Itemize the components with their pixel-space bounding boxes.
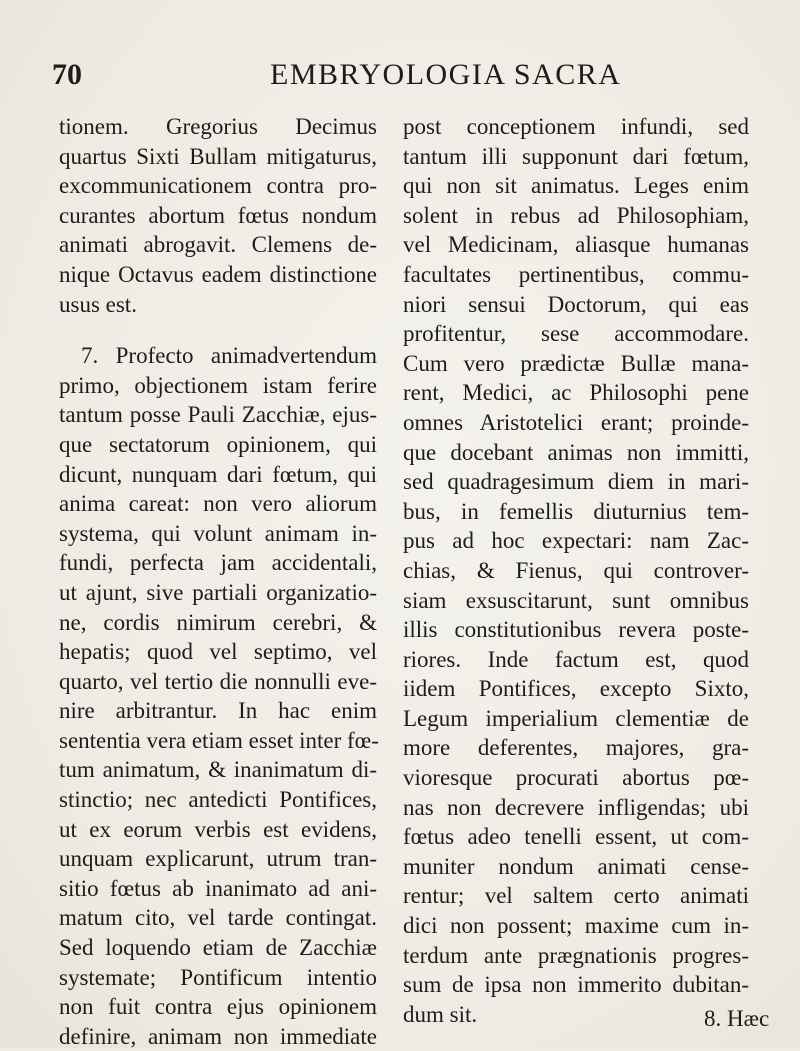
- text-line: rent, Medici, ac Philosophi pene: [403, 380, 749, 406]
- text-line: omnes Aristotelici erant; proinde-: [403, 409, 749, 435]
- text-line: systemate; Pontificum intentio: [59, 964, 377, 990]
- text-line: vel Medicinam, aliasque humanas: [403, 232, 749, 258]
- text-line: anima careat: non vero aliorum: [59, 491, 377, 517]
- text-line: nire arbitrantur. In hac enim: [59, 698, 377, 724]
- text-line: quarto, vel tertio die nonnulli eve-: [59, 668, 377, 694]
- text-line: Cum vero prædictæ Bullæ mana-: [403, 350, 749, 376]
- text-line: tionem. Gregorius Decimus: [59, 114, 377, 139]
- text-line: bus, in femellis diuturnius tem-: [403, 498, 749, 524]
- text-line: fundi, perfecta jam accidentali,: [59, 550, 377, 576]
- text-line: dum sit.: [403, 1001, 478, 1027]
- text-line: nique Octavus eadem distinctione: [59, 261, 377, 287]
- text-line: ut ajunt, sive partiali organizatio-: [59, 579, 377, 605]
- text-line: vioresque procurati abortus pœ-: [403, 765, 749, 791]
- text-line: tantum posse Pauli Zacchiæ, ejus-: [59, 402, 377, 428]
- text-line: hepatis; quod vel septimo, vel: [59, 639, 377, 665]
- text-line: sed quadragesimum diem in mari-: [403, 469, 749, 495]
- text-line: terdum ante prægnationis progres-: [403, 942, 749, 968]
- text-line: stinctio; nec antedicti Pontifices,: [59, 787, 377, 813]
- text-line: siam exsuscitarunt, sunt omnibus: [403, 587, 749, 613]
- text-line: primo, objectionem istam ferire: [59, 372, 377, 398]
- page-number: 70: [52, 58, 82, 91]
- paragraph-7: [59, 341, 377, 1051]
- text-line: non fuit contra ejus opinionem: [59, 994, 377, 1020]
- text-line: more deferentes, majores, gra-: [403, 735, 749, 761]
- catchword: 8. Hæc: [704, 1006, 770, 1031]
- text-line: definire, animam non immediate: [59, 1023, 377, 1049]
- text-line: illis constitutionibus revera poste-: [403, 617, 749, 643]
- text-line: sum de ipsa non immerito dubitan-: [403, 972, 749, 998]
- text-line: sententia vera etiam esset inter fœ-: [59, 727, 379, 753]
- text-line: curantes abortum fœtus nondum: [59, 202, 377, 228]
- text-line: rentur; vel saltem certo animati: [403, 883, 749, 909]
- text-line: post conceptionem infundi, sed: [403, 114, 749, 139]
- text-line: ne, cordis nimirum cerebri, &: [59, 609, 377, 635]
- text-line: tantum illi supponunt dari fœtum,: [403, 143, 749, 169]
- text-line: profitentur, sese accommodare.: [403, 321, 749, 347]
- text-line: fœtus adeo tenelli essent, ut com-: [403, 824, 749, 850]
- text-line: riores. Inde factum est, quod: [403, 646, 749, 672]
- text-line: Sed loquendo etiam de Zacchiæ: [59, 935, 377, 961]
- text-line: usus est.: [59, 291, 137, 317]
- text-line: animati abrogavit. Clemens de-: [59, 232, 377, 258]
- paragraph-gap: [59, 319, 377, 341]
- text-line: solent in rebus ad Philosophiam,: [403, 202, 749, 228]
- text-line: facultates pertinentibus, commu-: [403, 261, 749, 287]
- text-line: chias, & Fienus, qui controver-: [403, 557, 749, 583]
- text-line: dici non possent; maxime cum in-: [403, 913, 749, 939]
- text-line: tum animatum, & inanimatum di-: [59, 757, 377, 783]
- text-line: pus ad hoc expectari: nam Zac-: [403, 528, 749, 554]
- text-line: niori sensui Doctorum, qui eas: [403, 291, 749, 317]
- text-line: systema, qui volunt animam in-: [59, 520, 377, 546]
- text-line: que docebant animas non immitti,: [403, 439, 749, 465]
- text-line: excommunicationem contra pro-: [59, 173, 377, 199]
- text-line: 7. Profecto animadvertendum: [81, 343, 377, 369]
- text-line: qui non sit animatus. Leges enim: [403, 173, 749, 199]
- text-line: iidem Pontifices, excepto Sixto,: [403, 676, 749, 702]
- right-column: [403, 112, 749, 1029]
- text-line: muniter nondum animati cense-: [403, 853, 749, 879]
- text-line: unquam explicarunt, utrum tran-: [59, 846, 377, 872]
- text-line: matum cito, vel tarde contingat.: [59, 905, 377, 931]
- text-line: sitio fœtus ab inanimato ad ani-: [59, 875, 377, 901]
- left-column: [59, 112, 377, 1051]
- paragraph-6-continued: [59, 112, 377, 319]
- text-line: nas non decrevere infligendas; ubi: [403, 794, 749, 820]
- text-line: ut ex eorum verbis est evidens,: [59, 816, 377, 842]
- running-title: EMBRYOLOGIA SACRA: [270, 58, 622, 91]
- text-line: Legum imperialium clementiæ de: [403, 705, 749, 731]
- text-line: que sectatorum opinionem, qui: [59, 431, 377, 457]
- text-line: dicunt, nunquam dari fœtum, qui: [59, 461, 377, 487]
- text-line: quartus Sixti Bullam mitigaturus,: [59, 143, 377, 169]
